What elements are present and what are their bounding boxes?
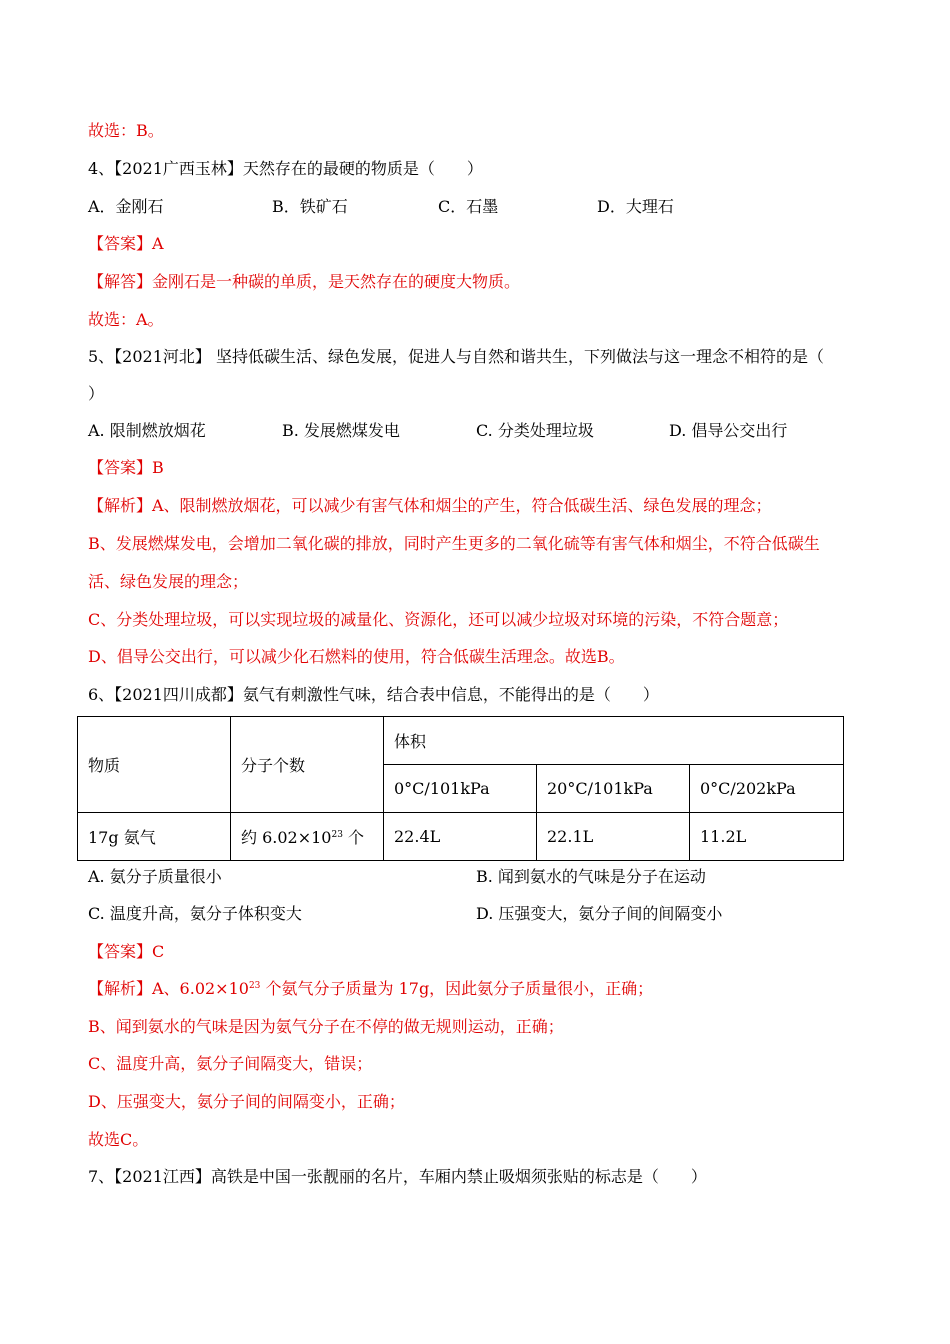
question-6-option-a: A. 氨分子质量很小 bbox=[88, 867, 222, 886]
analysis-a-pre: 【解析】A、6.02×10 bbox=[88, 979, 249, 998]
header-condition-1: 0°C/101kPa bbox=[384, 765, 537, 813]
question-6-option-b: B. 闻到氨水的气味是分子在运动 bbox=[476, 867, 706, 886]
question-5-analysis-b-cont: 活、绿色发展的理念； bbox=[88, 572, 249, 591]
question-4-option-a: A．金刚石 bbox=[88, 197, 164, 216]
cell-volume-1: 22.4L bbox=[384, 813, 537, 861]
question-6-answer: 【答案】C bbox=[88, 942, 165, 961]
cell-volume-2: 22.1L bbox=[537, 813, 690, 861]
question-6-option-d: D. 压强变大，氨分子间的间隔变小 bbox=[476, 904, 723, 923]
molecule-count-base: 约 6.02×10 bbox=[241, 828, 332, 847]
question-5-answer: 【答案】B bbox=[88, 458, 164, 477]
question-4-analysis: 【解答】金刚石是一种碳的单质，是天然存在的硬度大物质。 bbox=[88, 272, 521, 291]
question-5-option-a: A. 限制燃放烟花 bbox=[88, 421, 206, 440]
question-5-option-b: B. 发展燃煤发电 bbox=[282, 421, 400, 440]
question-6-analysis-a bbox=[88, 978, 653, 1000]
cell-substance: 17g 氨气 bbox=[78, 813, 231, 861]
molecule-count-unit: 个 bbox=[342, 828, 365, 847]
question-5-analysis-c: C、分类处理垃圾，可以实现垃圾的减量化、资源化，还可以减少垃圾对环境的污染，不符合题意； bbox=[88, 610, 789, 629]
analysis-a-exponent: 23 bbox=[248, 981, 261, 991]
header-substance: 物质 bbox=[78, 717, 231, 813]
question-4-answer: 【答案】A bbox=[88, 234, 164, 253]
question-4-stem: 4、【2021广西玉林】天然存在的最硬的物质是（ ） bbox=[88, 159, 483, 178]
header-condition-2: 20°C/101kPa bbox=[537, 765, 690, 813]
question-6-analysis-d: D、压强变大，氨分子间的间隔变小，正确； bbox=[88, 1092, 405, 1111]
question-6-conclusion: 故选C。 bbox=[88, 1130, 149, 1149]
question-4-option-d: D．大理石 bbox=[597, 197, 674, 216]
question-5-analysis-a: 【解析】A、限制燃放烟花，可以减少有害气体和烟尘的产生，符合低碳生活、绿色发展的理念； bbox=[88, 496, 772, 515]
question-6-analysis-b: B、闻到氨水的气味是因为氨气分子在不停的做无规则运动，正确； bbox=[88, 1017, 564, 1036]
analysis-a-post: 个氨气分子质量为 17g，因此氨分子质量很小，正确； bbox=[260, 979, 654, 998]
question-6-option-c: C. 温度升高，氨分子体积变大 bbox=[88, 904, 302, 923]
question-6-analysis-c: C、温度升高，氨分子间隔变大，错误； bbox=[88, 1054, 373, 1073]
answer-conclusion-q3: 故选：B。 bbox=[88, 121, 164, 140]
question-5-stem: 5、【2021河北】 坚持低碳生活、绿色发展，促进人与自然和谐共生，下列做法与这一理念不相符的是（ bbox=[88, 347, 824, 366]
cell-molecule-count bbox=[231, 813, 384, 861]
ammonia-data-table bbox=[77, 716, 844, 861]
header-molecule-count: 分子个数 bbox=[231, 717, 384, 813]
question-4-option-c: C．石墨 bbox=[438, 197, 499, 216]
question-5-stem-end: ） bbox=[88, 384, 105, 403]
question-5-option-c: C. 分类处理垃圾 bbox=[476, 421, 594, 440]
question-5-analysis-b: B、发展燃煤发电，会增加二氧化碳的排放，同时产生更多的二氧化硫等有害气体和烟尘，不符合低碳生 bbox=[88, 534, 820, 553]
question-5-option-d: D. 倡导公交出行 bbox=[669, 421, 788, 440]
question-7-stem: 7、【2021江西】高铁是中国一张靓丽的名片，车厢内禁止吸烟须张贴的标志是（ ） bbox=[88, 1167, 707, 1186]
molecule-count-exponent: 23 bbox=[331, 830, 343, 840]
question-4-conclusion: 故选：A。 bbox=[88, 310, 164, 329]
question-5-analysis-d: D、倡导公交出行，可以减少化石燃料的使用，符合低碳生活理念。故选B。 bbox=[88, 647, 625, 666]
cell-volume-3: 11.2L bbox=[690, 813, 844, 861]
question-4-option-b: B．铁矿石 bbox=[272, 197, 348, 216]
header-volume: 体积 bbox=[384, 717, 844, 765]
header-condition-3: 0°C/202kPa bbox=[690, 765, 844, 813]
question-6-stem: 6、【2021四川成都】氨气有刺激性气味，结合表中信息，不能得出的是（ ） bbox=[88, 685, 659, 704]
